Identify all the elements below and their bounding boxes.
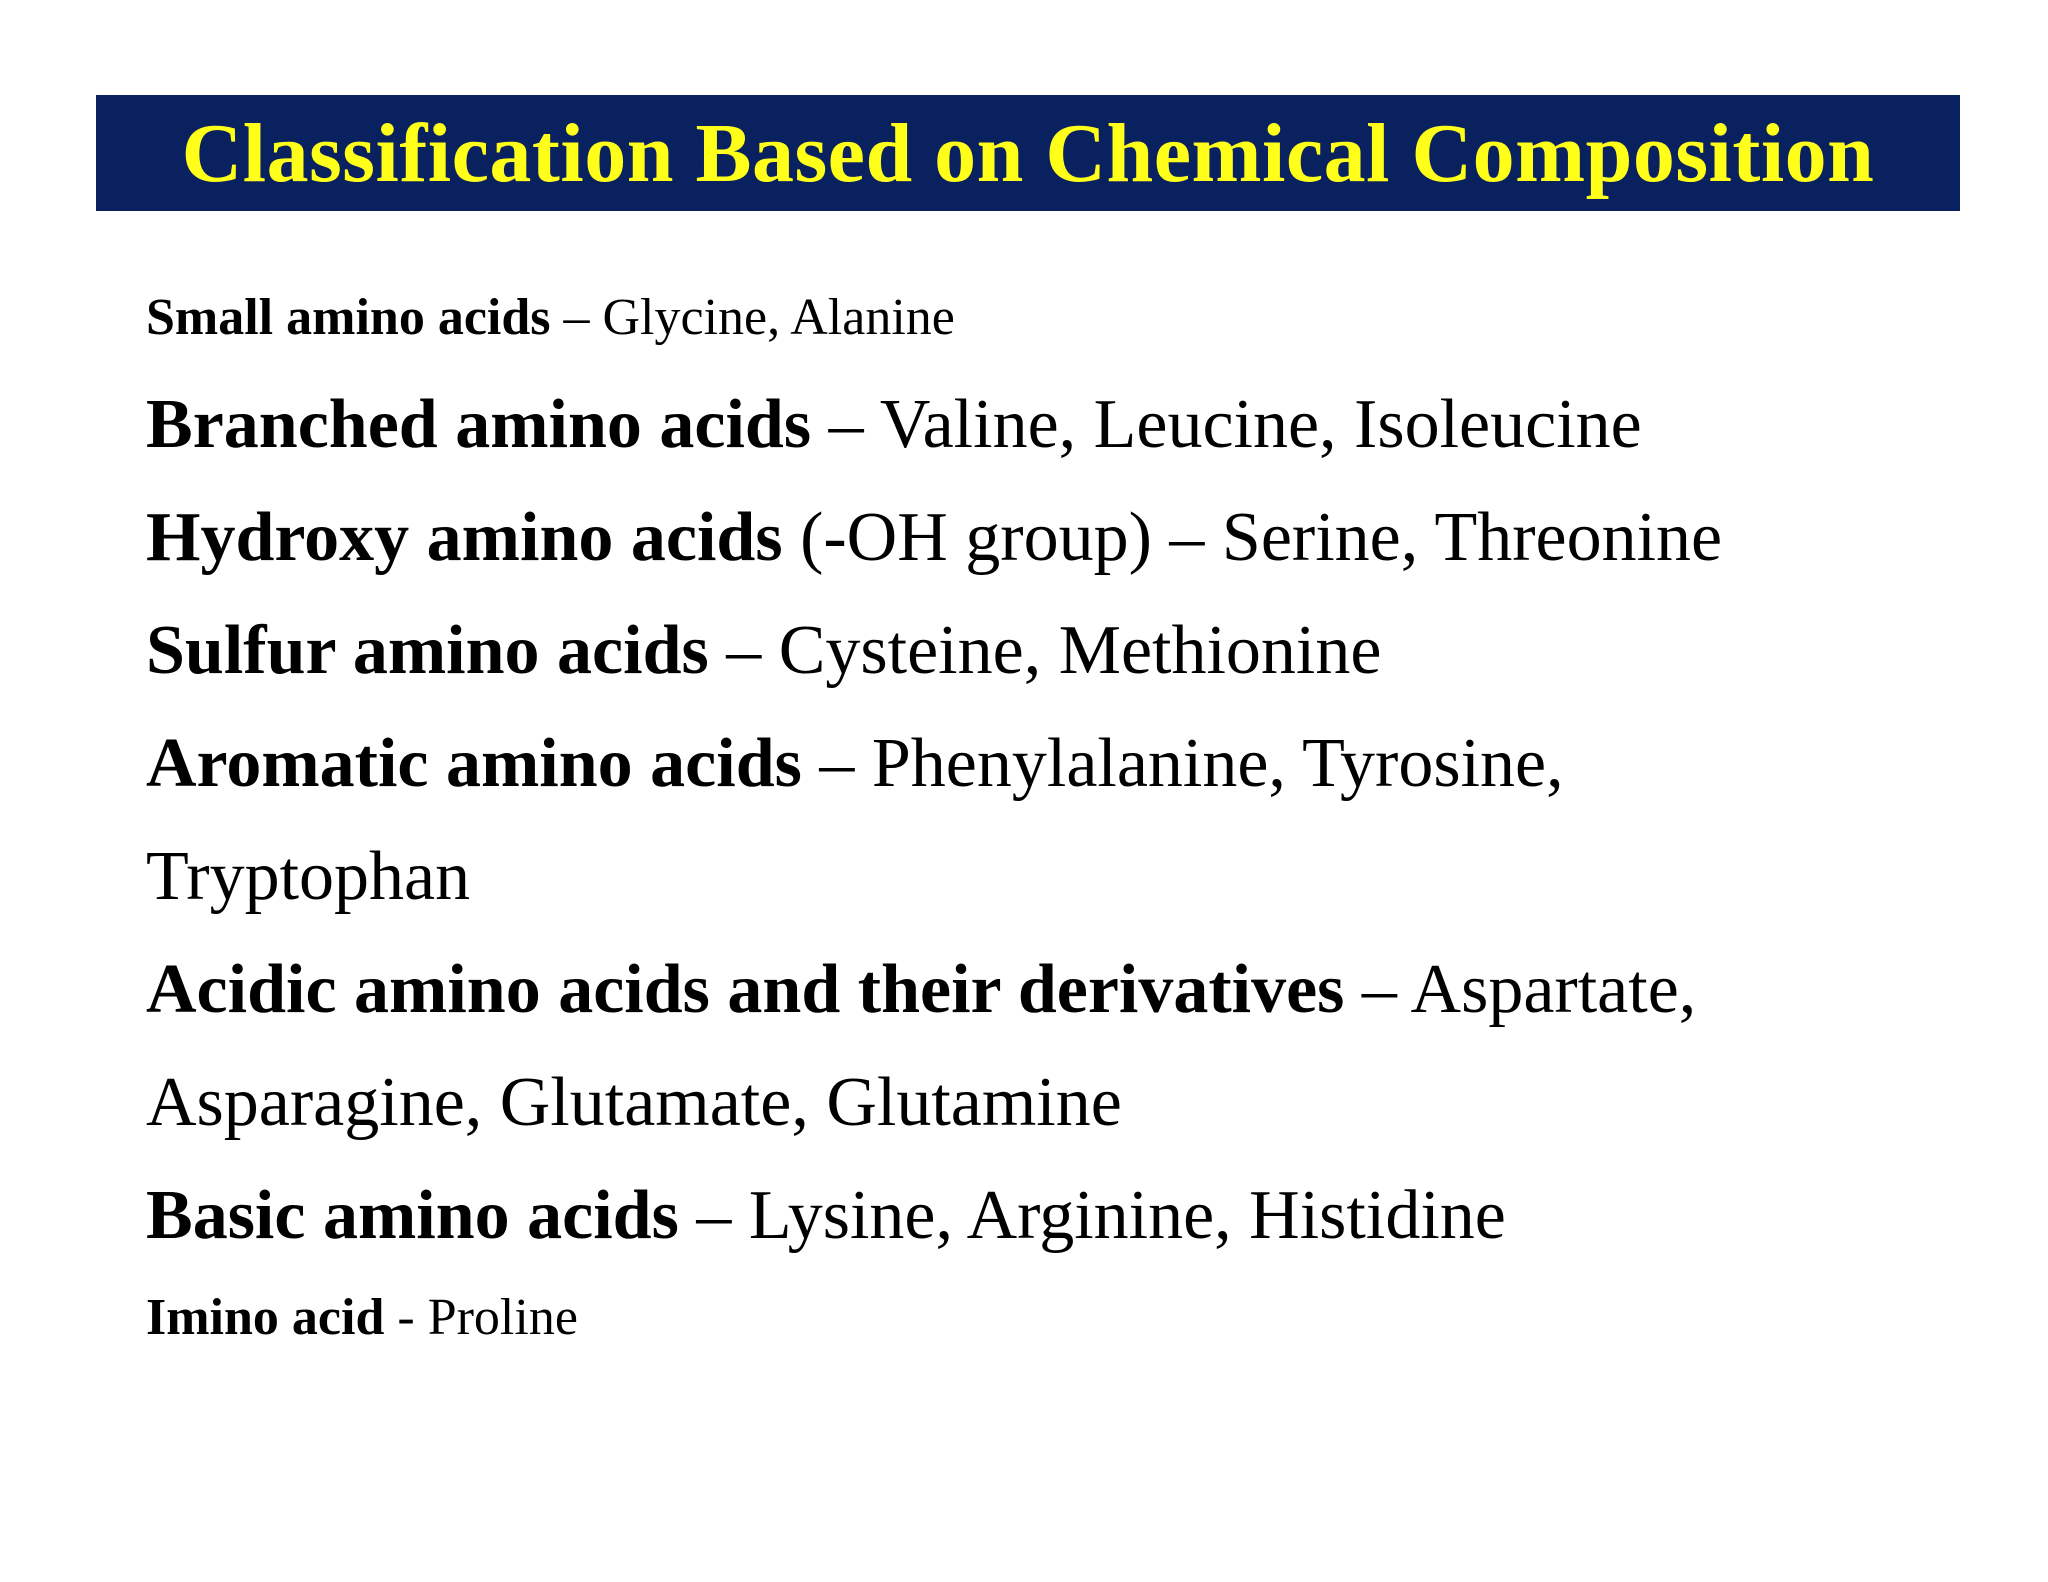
line-aromatic-continuation — [146, 838, 471, 915]
line-aromatic-amino-acids — [146, 725, 1564, 802]
category-members: Tryptophan — [146, 838, 471, 915]
category-members: – Lysine, Arginine, Histidine — [678, 1177, 1506, 1254]
line-sulfur-amino-acids — [146, 612, 1382, 689]
category-label: Small amino acids — [146, 289, 551, 346]
category-members: – Phenylalanine, Tyrosine, — [801, 725, 1564, 802]
category-label: Imino acid — [146, 1289, 385, 1346]
category-label: Acidic amino acids and their derivatives — [146, 951, 1345, 1028]
category-label: Basic amino acids — [146, 1177, 679, 1254]
category-label: Sulfur amino acids — [146, 612, 709, 689]
slide-title-bar — [96, 95, 1960, 211]
line-basic-amino-acids — [146, 1177, 1506, 1254]
category-label: Branched amino acids — [146, 386, 812, 463]
category-members: – Glycine, Alanine — [550, 289, 955, 346]
line-acidic-continuation — [146, 1064, 1122, 1141]
category-label: Aromatic amino acids — [146, 725, 802, 802]
category-members: (-OH group) – Serine, Threonine — [782, 499, 1723, 576]
category-members: Asparagine, Glutamate, Glutamine — [146, 1064, 1122, 1141]
category-label: Hydroxy amino acids — [146, 499, 783, 576]
line-small-amino-acids — [146, 289, 955, 346]
line-branched-amino-acids — [146, 386, 1642, 463]
category-members: - Proline — [384, 1289, 578, 1346]
category-members: – Cysteine, Methionine — [708, 612, 1382, 689]
category-members: – Valine, Leucine, Isoleucine — [811, 386, 1642, 463]
line-imino-acid — [146, 1289, 578, 1346]
line-acidic-amino-acids — [146, 951, 1697, 1028]
line-hydroxy-amino-acids — [146, 499, 1723, 576]
slide-title: Classification Based on Chemical Composition — [181, 106, 1875, 200]
category-members: – Aspartate, — [1344, 951, 1697, 1028]
